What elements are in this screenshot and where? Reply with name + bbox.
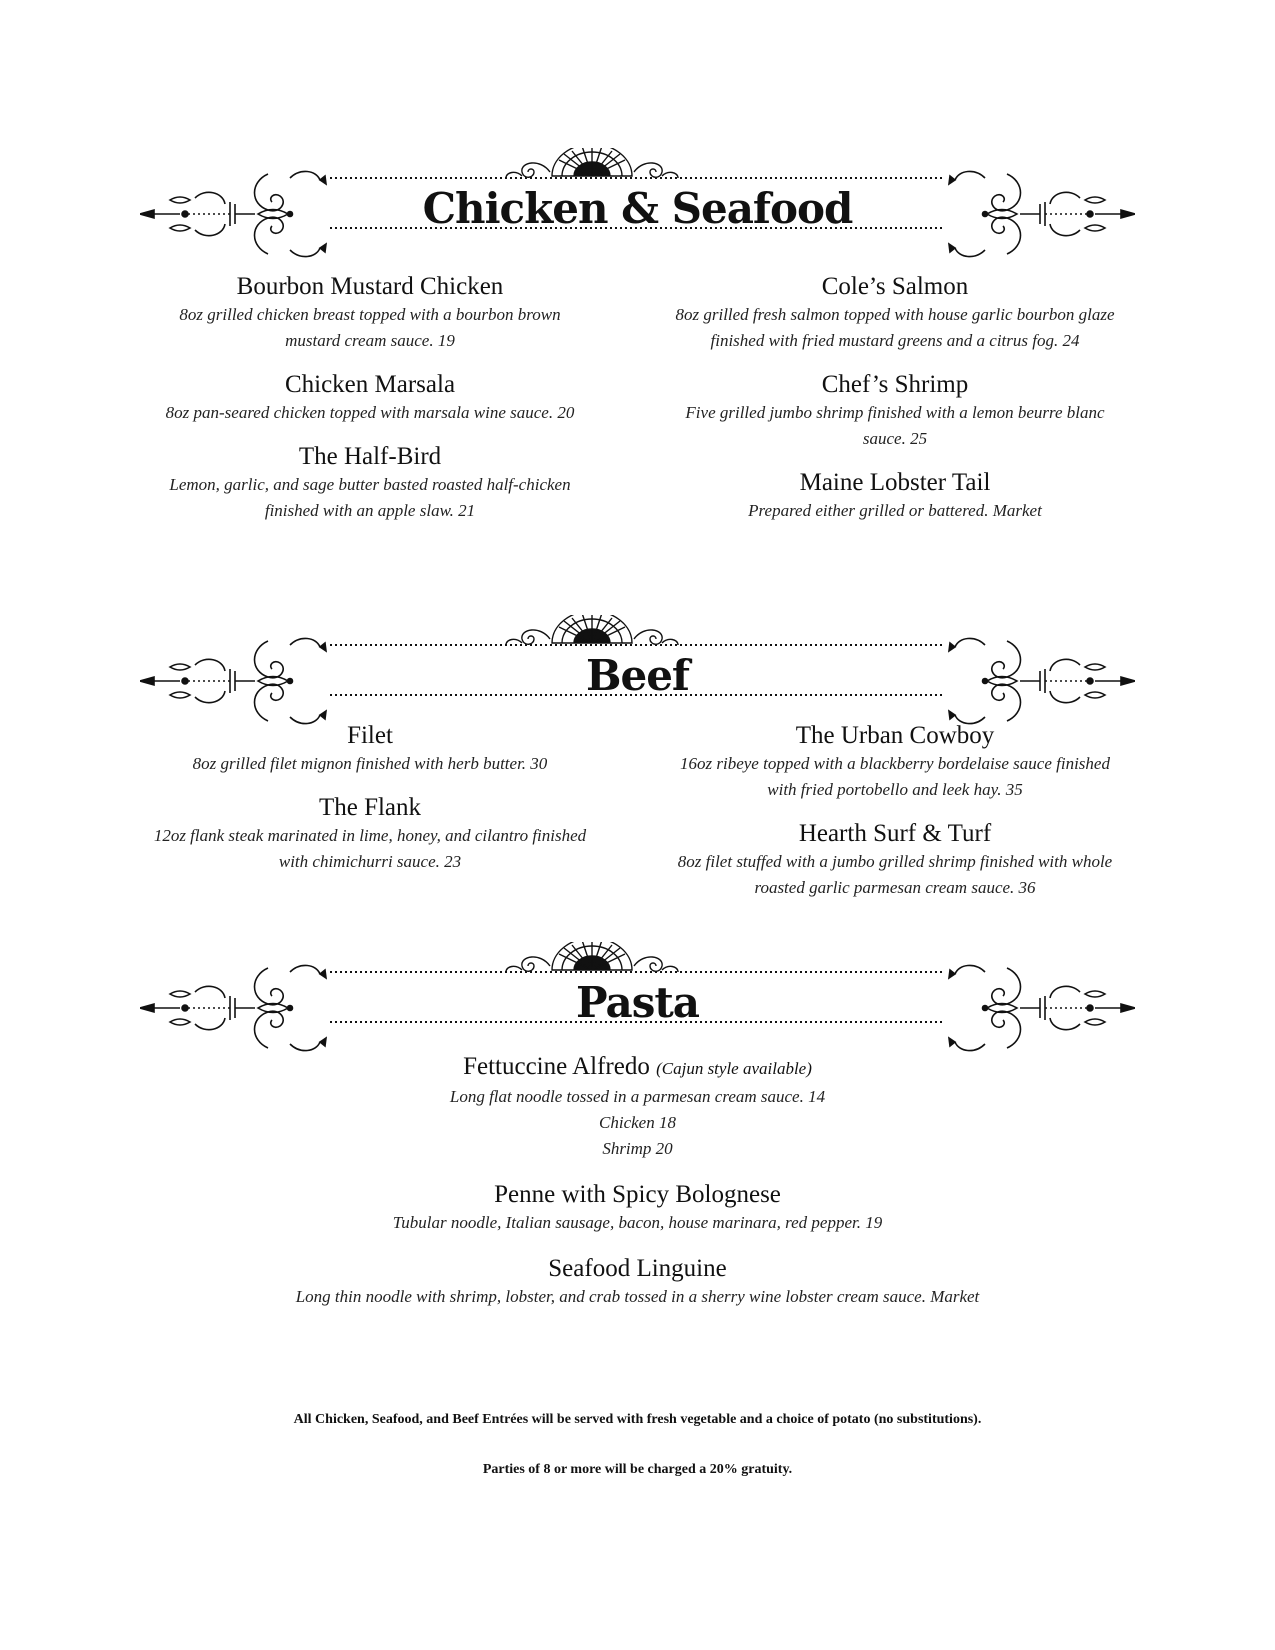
menu-item — [675, 370, 1115, 452]
dish-name: Penne with Spicy Bolognese — [494, 1181, 781, 1208]
dish-description: 8oz grilled filet mignon finished with herb butter. 30 — [192, 754, 548, 773]
dish-addon: Chicken 18 — [599, 1113, 676, 1132]
menu-item — [150, 793, 590, 875]
dish-description: Prepared either grilled or battered. Market — [748, 501, 1042, 520]
menu-item — [150, 272, 590, 354]
dish-name: Chef’s Shrimp — [821, 371, 969, 398]
dish-name: Bourbon Mustard Chicken — [236, 273, 504, 300]
menu-column-left — [150, 721, 590, 891]
dish-name: Cole’s Salmon — [821, 273, 969, 300]
dish-name: Filet — [347, 722, 393, 749]
section-title: Beef — [585, 651, 689, 700]
dish-name: The Flank — [318, 794, 422, 821]
dish-addon: Shrimp 20 — [602, 1139, 673, 1158]
footnote-gratuity: Parties of 8 or more will be charged a 20% gratuity. — [482, 1462, 793, 1477]
dish-name: The Half-Bird — [298, 443, 442, 470]
menu-column-right — [675, 272, 1115, 540]
pasta-list — [180, 1052, 1095, 1328]
dish-name: Chicken Marsala — [284, 371, 456, 398]
dish-description: Tubular noodle, Italian sausage, bacon, house marinara, red pepper. 19 — [392, 1213, 883, 1232]
footnote-entrees: All Chicken, Seafood, and Beef Entrées will be served with fresh vegetable and a choice of potato (no substitutions). — [293, 1412, 982, 1427]
section-banner-pasta — [140, 942, 1135, 1052]
menu-item — [675, 721, 1115, 803]
dish-name-row — [180, 1052, 1095, 1084]
dish-description: 12oz flank steak marinated in lime, honey, and cilantro finished with chimichurri sauce. 23 — [153, 826, 587, 871]
dish-note: (Cajun style available) — [656, 1059, 812, 1078]
dish-description: Long flat noodle tossed in a parmesan cream sauce. 14 — [449, 1087, 826, 1106]
dish-description: Five grilled jumbo shrimp finished with a lemon beurre blanc sauce. 25 — [685, 403, 1105, 448]
section-title: Pasta — [576, 978, 699, 1027]
menu-item — [180, 1052, 1095, 1162]
dish-description: 8oz grilled chicken breast topped with a bourbon brown mustard cream sauce. 19 — [179, 305, 561, 350]
menu-item — [675, 272, 1115, 354]
dish-name: Hearth Surf & Turf — [798, 820, 992, 847]
dish-description: 8oz grilled fresh salmon topped with house garlic bourbon glaze finished with fried mustard greens and a citrus fog. 24 — [675, 305, 1115, 350]
dish-description: 16oz ribeye topped with a blackberry bordelaise sauce finished with fried portobello and leek hay. 35 — [680, 754, 1110, 799]
section-banner-chicken-seafood — [140, 148, 1135, 258]
dish-description: 8oz filet stuffed with a jumbo grilled shrimp finished with whole roasted garlic parmesan cream sauce. 36 — [677, 852, 1113, 897]
section-banner-beef — [140, 615, 1135, 725]
section-title: Chicken & Seafood — [422, 184, 853, 233]
menu-item — [675, 468, 1115, 524]
menu-column-left — [150, 272, 590, 540]
menu-item — [180, 1254, 1095, 1310]
dish-name: Seafood Linguine — [548, 1255, 727, 1282]
menu-item — [150, 721, 590, 777]
dish-description: Long thin noodle with shrimp, lobster, and crab tossed in a sherry wine lobster cream sauce. Market — [295, 1287, 980, 1306]
dish-name: Fettuccine Alfredo — [463, 1053, 650, 1080]
dish-description: Lemon, garlic, and sage butter basted roasted half-chicken finished with an apple slaw. 21 — [169, 475, 571, 520]
dish-name: Maine Lobster Tail — [799, 469, 991, 496]
menu-item — [180, 1180, 1095, 1236]
menu-item — [150, 370, 590, 426]
dish-description: 8oz pan-seared chicken topped with marsala wine sauce. 20 — [165, 403, 575, 422]
menu-item — [150, 442, 590, 524]
dish-name: The Urban Cowboy — [795, 722, 995, 749]
menu-column-right — [675, 721, 1115, 917]
menu-item — [675, 819, 1115, 901]
